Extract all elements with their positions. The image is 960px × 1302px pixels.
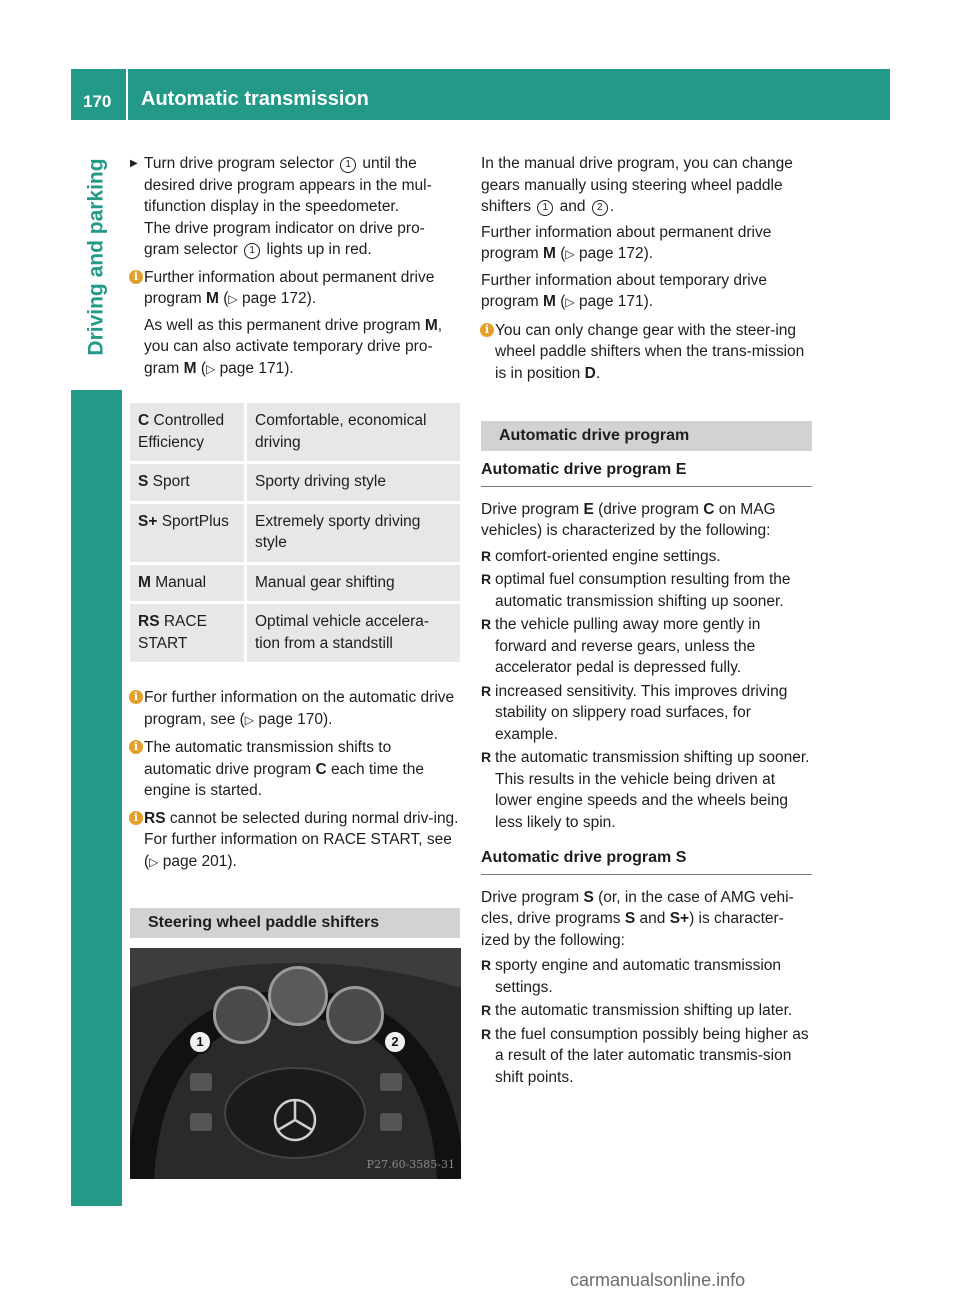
list-item: R the automatic transmission shifting up later. [481, 1000, 812, 1022]
characteristics-list-e [481, 546, 812, 834]
drive-program-description: Comfortable, economical driving [247, 403, 460, 464]
section-heading: Automatic drive program [481, 421, 812, 451]
drive-program-code: RS [138, 613, 160, 630]
callout-2-marker: 2 [383, 1030, 407, 1054]
page-ref-arrow-icon: ▷ [206, 361, 216, 376]
page-ref-link[interactable]: page 172 [578, 245, 644, 262]
drive-program-description: Manual gear shifting [247, 565, 460, 605]
page-ref-link[interactable]: page 201 [162, 852, 228, 870]
speedometer-gauge [326, 986, 384, 1044]
drive-program-code: C [138, 412, 150, 429]
watermark: carmanualsonline.info [570, 1270, 746, 1290]
drive-program-name: RACE START [138, 613, 207, 652]
subsection-heading: Automatic drive program E [481, 459, 812, 487]
callout-2-icon: 2 [592, 200, 608, 216]
info-icon: i [129, 690, 143, 704]
drive-program-code: S+ [138, 512, 158, 530]
callout-1-icon: 1 [244, 243, 260, 259]
subsection-heading: Automatic drive program S [481, 847, 812, 875]
drive-program-name-cell [130, 504, 247, 565]
page-ref-arrow-icon: ▷ [228, 292, 238, 306]
figure-code: P27.60-3585-31 [366, 1157, 455, 1171]
info-note: i You can only change gear with the steer-ing wheel paddle shifters when the trans-mission is in position D. [481, 320, 812, 385]
drive-program-code: M [138, 573, 151, 591]
drive-program-name: Manual [155, 573, 207, 591]
table-row [130, 565, 460, 605]
info-note: i The automatic transmission shifts to automatic drive program C each time the engine is started. [130, 737, 460, 802]
list-item: R the fuel consumption possibly being higher as a result of the later automatic transmis-sion shift points. [481, 1024, 812, 1089]
drive-program-name: SportPlus [161, 512, 229, 530]
table-row [130, 504, 460, 565]
list-item: R increased sensitivity. This improves driving stability on slippery road surfaces, for example. [481, 681, 812, 746]
chapter-side-tab [71, 124, 122, 1206]
info-note: i Further information about permanent drive program M (▷ page 172). [130, 267, 460, 311]
drive-program-name-cell [130, 565, 247, 605]
info-icon: i [129, 270, 143, 284]
page-ref-link[interactable]: page 170 [258, 710, 323, 728]
page-header [71, 69, 890, 120]
callout-1-icon: 1 [537, 200, 553, 216]
drive-program-description: Optimal vehicle accelera-tion from a standstill [247, 604, 460, 665]
callout-1-marker: 1 [188, 1030, 212, 1054]
callout-1-icon: 1 [340, 157, 356, 173]
chapter-label-box [71, 124, 122, 390]
page-ref-link[interactable]: page 171 [578, 293, 644, 310]
list-item: R optimal fuel consumption resulting from the automatic transmission shifting up sooner. [481, 569, 812, 612]
info-icon: i [480, 323, 494, 337]
paragraph: In the manual drive program, you can change gears manually using steering wheel paddle shifters 1 and 2 . [481, 155, 793, 215]
info-icon: i [129, 740, 143, 754]
header-divider [126, 69, 128, 120]
list-item: R comfort-oriented engine settings. [481, 546, 812, 568]
chapter-label: Driving and parking [84, 158, 108, 356]
drive-program-description: Extremely sporty driving style [247, 504, 460, 565]
paragraph: Further information about permanent drive program M (▷ page 172). [481, 223, 772, 262]
drive-program-description: Sporty driving style [247, 464, 460, 504]
tachometer-gauge [213, 986, 271, 1044]
paragraph: Drive program E (drive program C on MAG vehicles) is characterized by the following: [481, 500, 776, 539]
right-column [481, 153, 812, 1088]
drive-program-name-cell [130, 403, 247, 464]
list-item: R the vehicle pulling away more gently in forward and reverse gears, unless the accelerator pedal is depressed fully. [481, 614, 812, 679]
list-item: R sporty engine and automatic transmission settings. [481, 955, 812, 998]
page-ref-arrow-icon: ▷ [149, 854, 159, 869]
info-note: i RS cannot be selected during normal driv-ing. For further information on RACE START, see (▷ page 201). [130, 808, 460, 874]
page-number: 170 [83, 92, 112, 111]
characteristics-list-s [481, 955, 812, 1088]
paragraph: Further information about temporary drive program M (▷ page 171). [481, 271, 768, 310]
info-note-continued: As well as this permanent drive program M, you can also activate temporary drive pro-gram M (▷ page 171). [144, 316, 443, 377]
paragraph: Drive program S (or, in the case of AMG vehi-cles, drive programs S and S+) is character-ized by the following: [481, 888, 794, 949]
drive-program-name: Sport [152, 473, 190, 490]
page-ref-link[interactable]: page 171 [219, 359, 285, 377]
center-display-gauge [268, 966, 328, 1026]
page-ref-arrow-icon: ▷ [565, 247, 575, 261]
table-row [130, 604, 460, 665]
page-ref-arrow-icon: ▷ [244, 712, 255, 727]
page-title: Automatic transmission [141, 88, 369, 110]
drive-program-name-cell [130, 464, 247, 504]
list-item: R the automatic transmission shifting up sooner. This results in the vehicle being driven at lower engine speeds and the wheels being less likely to spin. [481, 747, 812, 833]
table-row [130, 464, 460, 504]
table-row [130, 403, 460, 464]
drive-program-table [130, 403, 460, 665]
page-ref-arrow-icon: ▷ [565, 295, 575, 309]
section-heading: Steering wheel paddle shifters [130, 908, 460, 938]
page-ref-link[interactable]: page 172 [241, 290, 307, 307]
left-column [130, 153, 460, 1179]
info-note: i For further information on the automatic drive program, see (▷ page 170). [130, 687, 460, 731]
drive-program-name: Controlled Efficiency [138, 412, 225, 451]
instruction-step: ▶ Turn drive program selector 1 until the desired drive program appears in the mul-tifunction display in the speedometer. The drive program indicator on drive pro-gram selector 1 lights up in red. [130, 153, 460, 261]
steering-wheel-figure [130, 948, 461, 1179]
info-icon: i [129, 811, 143, 825]
drive-program-name-cell [130, 604, 247, 665]
drive-program-code: S [138, 473, 149, 490]
